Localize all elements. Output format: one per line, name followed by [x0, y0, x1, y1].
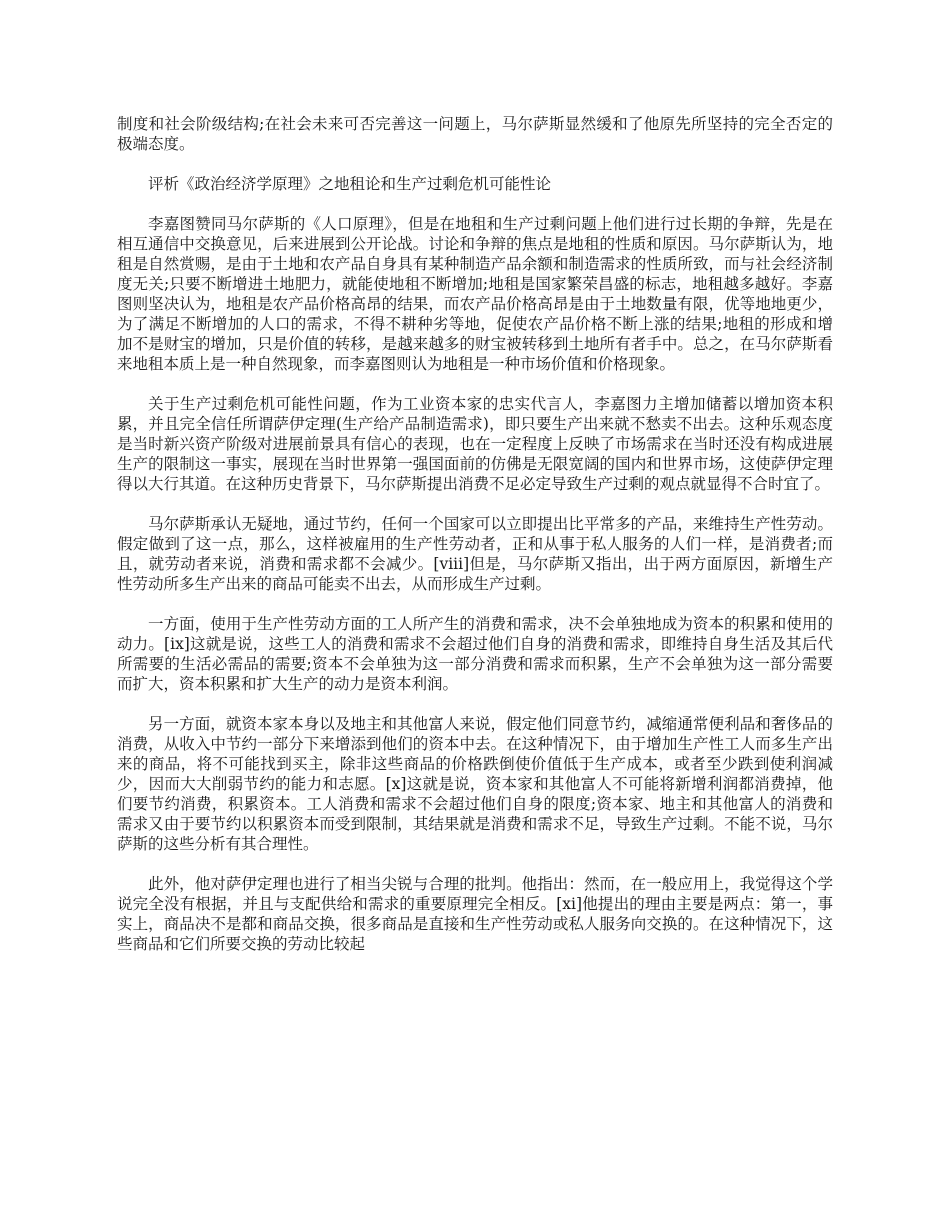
document-body	[117, 114, 833, 974]
paragraph-continuation: 制度和社会阶级结构;在社会未来可否完善这一问题上，马尔萨斯显然缓和了他原先所坚持的完全否定的极端态度。	[117, 115, 833, 153]
paragraph-capitalists-demand: 另一方面，就资本家本身以及地主和其他富人来说，假定他们同意节约，减缩通常便利品和奢侈品的消费，从收入中节约一部分下来增添到他们的资本中去。在这种情况下，由于增加生产性工人而多生产出来的商品，将不可能找到买主，除非这些商品的价格跌倒使价值低于生产成本，或者至少跌到使利润减少，因而大大削弱节约的能力和志愿。[x]这就是说，资本家和其他富人不可能将新增利润都消费掉，他们要节约消费，积累资本。工人消费和需求不会超过他们自身的限度;资本家、地主和其他富人的消费和需求又由于要节约以积累资本而受到限制，其结果就是消费和需求不足，导致生产过剩。不能不说，马尔萨斯的这些分析有其合理性。	[117, 715, 833, 853]
paragraph-workers-demand: 一方面，使用于生产性劳动方面的工人所产生的消费和需求，决不会单独地成为资本的积累和使用的动力。[ix]这就是说，这些工人的消费和需求不会超过他们自身的消费和需求，即维持自身生活及其后代所需要的生活必需品的需要;资本不会单独为这一部分消费和需求而积累，生产不会单独为这一部分需要而扩大，资本积累和扩大生产的动力是资本利润。	[117, 615, 833, 693]
paragraph-rent-debate: 李嘉图赞同马尔萨斯的《人口原理》，但是在地租和生产过剩问题上他们进行过长期的争辩，先是在相互通信中交换意见，后来进展到公开论战。讨论和争辩的焦点是地租的性质和原因。马尔萨斯认为，地租是自然赏赐，是由于土地和农产品自身具有某种制造产品余额和制造需求的性质所致，而与社会经济制度无关;只要不断增进土地肥力，就能使地租不断增加;地租是国家繁荣昌盛的标志，地租越多越好。李嘉图则坚决认为，地租是农产品价格高昂的结果，而农产品价格高昂是由于土地数量有限，优等地地更少，为了满足不断增加的人口的需求，不得不耕种劣等地，促使农产品价格不断上涨的结果;地租的形成和增加不是财宝的增加，只是价值的转移，是越来越多的财宝被转移到土地所有者手中。总之，在马尔萨斯看来地租本质上是一种自然现象，而李嘉图则认为地租是一种市场价值和价格现象。	[117, 215, 833, 373]
section-heading: 评析《政治经济学原理》之地租论和生产过剩危机可能性论	[148, 175, 552, 193]
paragraph-say-critique: 此外，他对萨伊定理也进行了相当尖锐与合理的批判。他指出：然而，在一般应用上，我觉得这个学说完全没有根据，并且与支配供给和需求的重要原理完全相反。[xi]他提出的理由主要是两点：第一，事实上，商品决不是都和商品交换，很多商品是直接和生产性劳动或私人服务向交换的。在这种情况下，这些商品和它们所要交换的劳动比较起	[117, 875, 833, 953]
paragraph-overproduction: 关于生产过剩危机可能性问题，作为工业资本家的忠实代言人，李嘉图力主增加储蓄以增加资本积累，并且完全信任所谓萨伊定理(生产给产品制造需求)，即只要生产出来就不愁卖不出去。这种乐观态度是当时新兴资产阶级对进展前景具有信心的表现，也在一定程度上反映了市场需求在当时还没有构成进展生产的限制这一事实，展现在当时世界第一强国面前的仿佛是无限宽阔的国内和世界市场，这使萨伊定理得以大行其道。在这种历史背景下，马尔萨斯提出消费不足必定导致生产过剩的观点就显得不合时宜了。	[117, 395, 833, 493]
paragraph-malthus-saving: 马尔萨斯承认无疑地，通过节约，任何一个国家可以立即提出比平常多的产品，来维持生产性劳动。假定做到了这一点，那么，这样被雇用的生产性劳动者，正和从事于私人服务的人们一样，是消费者;而且，就劳动者来说，消费和需求都不会减少。[viii]但是，马尔萨斯又指出，出于两方面原因，新增生产性劳动所多生产出来的商品可能卖不出去，从而形成生产过剩。	[117, 515, 833, 593]
